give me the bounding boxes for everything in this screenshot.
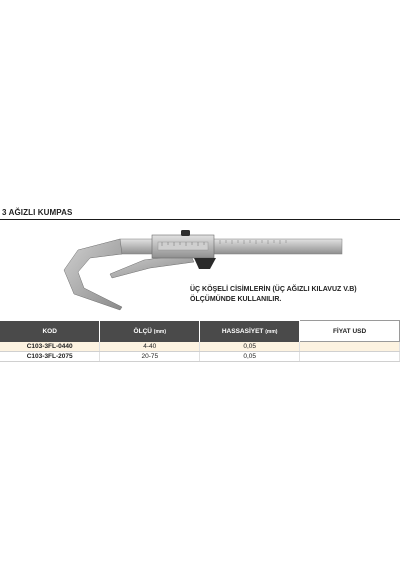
usage-note-line-1: ÜÇ KÖŞELİ CİSİMLERİN (ÜÇ AĞIZLI KILAVUZ V.B) (190, 286, 357, 293)
header-price: FİYAT USD (300, 321, 400, 342)
cell-code: C103-3FL-0440 (0, 342, 100, 352)
cell-measure: 4-40 (100, 342, 200, 352)
header-precision-unit: (mm) (265, 328, 278, 335)
cell-measure: 20-75 (100, 352, 200, 362)
usage-note (190, 285, 390, 305)
cell-code: C103-3FL-2075 (0, 352, 100, 362)
table-row (0, 342, 400, 352)
table-header-row (0, 321, 400, 342)
header-measure-unit: (mm) (153, 328, 167, 335)
spec-table (0, 320, 400, 362)
header-measure: ÖLÇÜ (mm) (100, 321, 200, 342)
title-divider (0, 219, 400, 220)
cell-price (300, 342, 400, 352)
usage-note-line-2: ÖLÇÜMÜNDE KULLANILIR. (190, 296, 282, 303)
cell-price (300, 352, 400, 362)
cell-precision: 0,05 (200, 352, 300, 362)
table-row (0, 352, 400, 362)
header-code: KOD (0, 321, 100, 342)
product-title: 3 AĞIZLI KUMPAS (2, 208, 73, 217)
cell-precision: 0,05 (200, 342, 300, 352)
header-precision: HASSASİYET (mm) (200, 321, 300, 342)
